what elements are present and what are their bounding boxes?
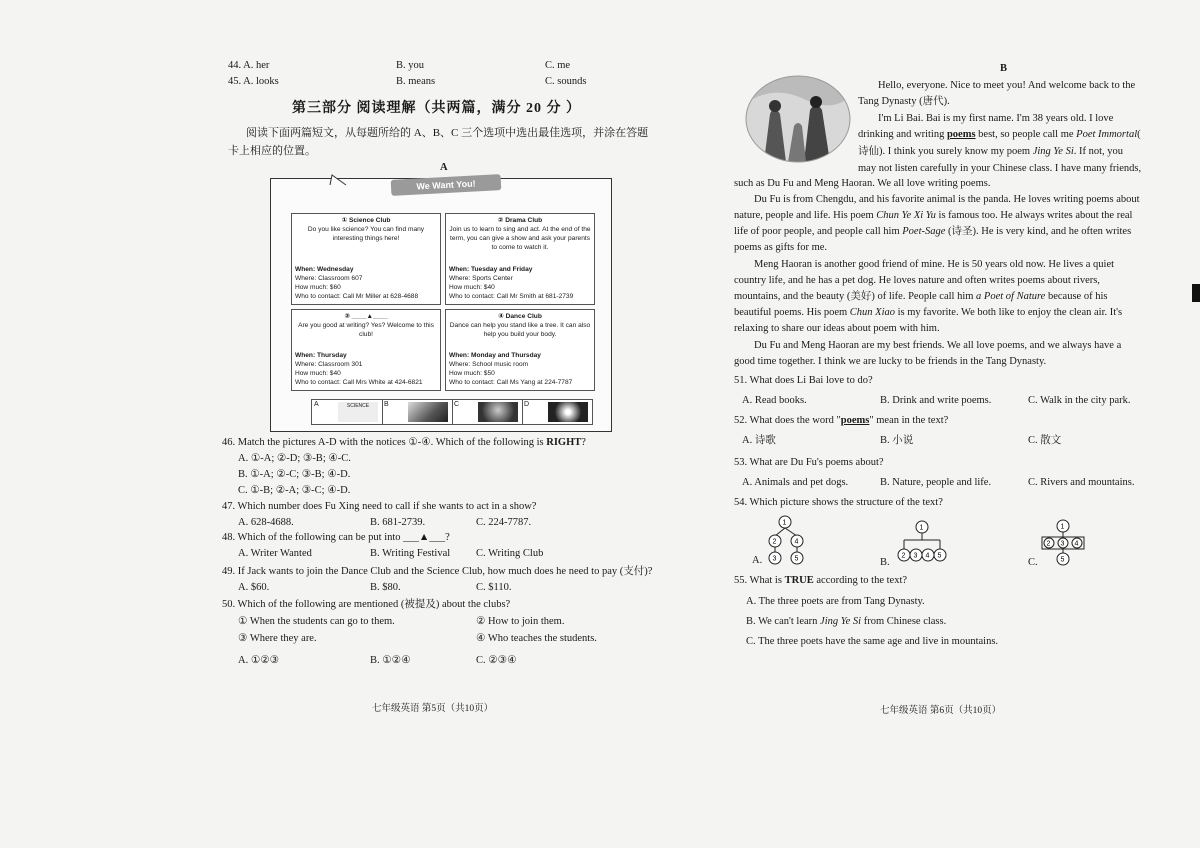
club-contact: Who to contact: Call Mrs White at 424-6821 <box>295 379 423 386</box>
para4-line3: mountains, and the beauty (美好) of life. People call him a Poet of Nature because of his <box>734 291 1108 302</box>
svg-text:2: 2 <box>772 538 777 546</box>
club-where: Where: School music room <box>449 361 529 368</box>
club-where: Where: Classroom 607 <box>295 275 363 282</box>
q47-option-c: C. 224-7787. <box>476 517 532 528</box>
q50-item-2: ② How to join them. <box>476 616 565 627</box>
club-where: Where: Sports Center <box>449 275 513 282</box>
svg-text:1: 1 <box>919 524 924 532</box>
para1-line1: Hello, everyone. Nice to meet you! And welcome back to the <box>878 80 1136 91</box>
club-cost: How much: $40 <box>449 284 495 291</box>
q49-option-a: A. $60. <box>238 582 270 593</box>
picture-d <box>522 400 592 424</box>
picture-label: D <box>524 401 530 408</box>
notice-science-club <box>291 213 441 305</box>
svg-text:1: 1 <box>782 519 787 527</box>
q44-option-b: B. you <box>396 60 425 71</box>
para3-line3: life of poor people, and people call him Poet-Sage (诗圣). He is very kind, and he often writes <box>734 226 1132 237</box>
svg-text:4: 4 <box>794 538 799 546</box>
club-cost: How much: $60 <box>295 284 341 291</box>
q51-option-b: B. Drink and write poems. <box>880 395 992 406</box>
para5-line2: good time together. I think we are lucky to be friends in the Tang Dynasty. <box>734 356 1047 367</box>
q50-stem: 50. Which of the following are mentioned (被提及) about the clubs? <box>222 599 511 610</box>
structure-diagram-c <box>1036 518 1090 568</box>
club-title: ① Science Club <box>341 217 391 224</box>
picture-caption: SCIENCE <box>346 403 370 409</box>
page-footer-right: 七年级英语 第6页（共10页） <box>880 706 1002 716</box>
club-when: When: Monday and Thursday <box>449 352 541 359</box>
science-illustration <box>338 402 378 422</box>
club-description: Are you good at writing? Yes? Welcome to this club! <box>298 322 434 338</box>
q49-stem: 49. If Jack wants to join the Dance Club and the Science Club, how much does he need to pay (支付)? <box>222 566 653 577</box>
club-when: When: Wednesday <box>295 266 354 273</box>
poets-illustration <box>744 74 852 164</box>
club-description: Join us to learn to sing and act. At the end of the term, you can give a show and ask your parents to come to watch it. <box>449 226 591 251</box>
q50-item-1: ① When the students can go to them. <box>238 616 395 627</box>
section-title: 第三部分 阅读理解（共两篇，满分 20 分 ） <box>292 101 581 116</box>
svg-text:4: 4 <box>925 552 930 560</box>
para2-line1: I'm Li Bai. Bai is my first name. I'm 38 years old. I love <box>878 113 1114 124</box>
notice-drama-club <box>445 213 595 305</box>
svg-text:5: 5 <box>1060 556 1065 564</box>
para2-line2: drinking and writing poems best, so people call me Poet Immortal( <box>858 129 1141 140</box>
picture-label: B <box>384 401 389 408</box>
club-title: ② Drama Club <box>497 217 543 224</box>
picture-b <box>382 400 453 424</box>
q52-option-c: C. 散文 <box>1028 435 1062 446</box>
notice-banner: We Want You! <box>391 174 502 196</box>
q52-stem: 52. What does the word "poems" mean in the text? <box>734 415 949 426</box>
q46-option-c: C. ①-B; ②-A; ③-C; ④-D. <box>238 485 351 496</box>
notice-tail-shape <box>318 174 348 186</box>
scan-edge-mark <box>1192 284 1200 302</box>
picture-strip <box>311 399 593 425</box>
para2-line4: may not listen carefully in your Chinese class. I have many friends, <box>858 163 1142 174</box>
q53-option-a: A. Animals and pet dogs. <box>742 477 849 488</box>
q50-option-a: A. ①②③ <box>238 655 280 666</box>
club-where: Where: Classroom 301 <box>295 361 363 368</box>
q55-option-a: A. The three poets are from Tang Dynasty. <box>746 596 925 607</box>
q54-option-a: A. <box>752 555 763 566</box>
club-description: Do you like science? You can find many interesting things here! <box>307 226 425 242</box>
q55-stem: 55. What is TRUE according to the text? <box>734 575 908 586</box>
q48-option-c: C. Writing Club <box>476 548 544 559</box>
club-title: ③ ____▲____ <box>344 313 388 320</box>
q50-item-3: ③ Where they are. <box>238 633 317 644</box>
para3-line2: nature, people and life. His poem Chun Ye Xi Yu is famous too. He always writes about the real <box>734 210 1133 221</box>
q51-stem: 51. What does Li Bai love to do? <box>734 375 873 386</box>
para2-line3: 诗仙). I think you surely know my poem Jing Ye Si. If not, you <box>858 146 1124 157</box>
notice-writing-club <box>291 309 441 391</box>
q51-option-c: C. Walk in the city park. <box>1028 395 1131 406</box>
q46-option-b: B. ①-A; ②-C; ③-B; ④-D. <box>238 469 351 480</box>
q52-option-a: A. 诗歌 <box>742 435 776 446</box>
structure-diagram-a <box>762 514 812 566</box>
q46-stem: 46. Match the pictures A-D with the notices ①-④. Which of the following is RIGHT? <box>222 437 586 448</box>
q53-option-b: B. Nature, people and life. <box>880 477 992 488</box>
svg-text:5: 5 <box>794 555 799 563</box>
q54-stem: 54. Which picture shows the structure of the text? <box>734 497 943 508</box>
club-description: Dance can help you stand like a tree. It can also help you build your body. <box>449 322 591 338</box>
passage-b-label: B <box>1000 63 1008 74</box>
dance-photo <box>548 402 588 422</box>
para2-line5: such as Du Fu and Meng Haoran. We all love writing poems. <box>734 178 991 189</box>
svg-text:5: 5 <box>937 552 942 560</box>
q48-option-b: B. Writing Festival <box>370 548 451 559</box>
club-contact: Who to contact: Call Mr Smith at 681-2739 <box>449 293 574 300</box>
page-footer-left: 七年级英语 第5页（共10页） <box>372 704 494 714</box>
q49-option-c: C. $110. <box>476 582 512 593</box>
para5-line1: Du Fu and Meng Haoran are my best friends. We all love poems, and we always have a <box>754 340 1122 351</box>
svg-text:2: 2 <box>1046 540 1051 548</box>
svg-text:2: 2 <box>901 552 906 560</box>
q48-stem: 48. Which of the following can be put into ___▲___? <box>222 532 450 543</box>
picture-a <box>312 400 383 424</box>
club-notice-board <box>270 178 612 432</box>
q50-option-b: B. ①②④ <box>370 655 411 666</box>
q52-option-b: B. 小说 <box>880 435 914 446</box>
club-when: When: Thursday <box>295 352 347 359</box>
structure-diagram-b <box>892 518 952 564</box>
club-when: When: Tuesday and Friday <box>449 266 533 273</box>
q51-option-a: A. Read books. <box>742 395 807 406</box>
q47-option-b: B. 681-2739. <box>370 517 426 528</box>
q53-stem: 53. What are Du Fu's poems about? <box>734 457 884 468</box>
para1-line2: Tang Dynasty (唐代). <box>858 96 950 107</box>
para4-line4: beautiful poems. His poem Chun Xiao is my favorite. We both like to enjoy the clean air. It's <box>734 307 1123 318</box>
drama-photo <box>478 402 518 422</box>
q46-option-a: A. ①-A; ②-D; ③-B; ④-C. <box>238 453 351 464</box>
notice-dance-club <box>445 309 595 391</box>
q47-stem: 47. Which number does Fu Xing need to call if she wants to act in a show? <box>222 501 537 512</box>
q45-option-a: 45. A. looks <box>228 76 279 87</box>
q53-option-c: C. Rivers and mountains. <box>1028 477 1135 488</box>
q44-option-a: 44. A. her <box>228 60 270 71</box>
club-contact: Who to contact: Call Mr Miller at 628-4688 <box>295 293 419 300</box>
para4-line5: relaxing to share our ideas about poem with him. <box>734 323 940 334</box>
club-contact: Who to contact: Call Ms Yang at 224-7787 <box>449 379 573 386</box>
q49-option-b: B. $80. <box>370 582 401 593</box>
club-cost: How much: $50 <box>449 370 495 377</box>
para4-line2: country life, and he has a pet dog. He loves nature and often writes poems about rivers, <box>734 275 1100 286</box>
q50-option-c: C. ②③④ <box>476 655 517 666</box>
club-cost: How much: $40 <box>295 370 341 377</box>
q55-option-b: B. We can't learn Jing Ye Si from Chinese class. <box>746 616 947 627</box>
svg-text:3: 3 <box>913 552 918 560</box>
q44-option-c: C. me <box>545 60 571 71</box>
picture-label: A <box>314 401 319 408</box>
para3-line1: Du Fu is from Chengdu, and his favorite animal is the panda. He loves writing poems about <box>754 194 1140 205</box>
club-title: ④ Dance Club <box>498 313 542 320</box>
q50-item-4: ④ Who teaches the students. <box>476 633 597 644</box>
svg-text:3: 3 <box>1060 540 1065 548</box>
para4-line1: Meng Haoran is another good friend of mine. He is 50 years old now. He lives a quiet <box>754 259 1115 270</box>
para3-line4: poems as gifts for me. <box>734 242 828 253</box>
q45-option-b: B. means <box>396 76 436 87</box>
svg-text:4: 4 <box>1074 540 1079 548</box>
q55-option-c: C. The three poets have the same age and live in mountains. <box>746 636 999 647</box>
instructions-line2: 卡上相应的位置。 <box>228 145 316 157</box>
q48-option-a: A. Writer Wanted <box>238 548 312 559</box>
q54-option-c: C. <box>1028 557 1038 568</box>
instructions-line1: 阅读下面两篇短文，从每题所给的 A、B、C 三个选项中选出最佳选项，并涂在答题 <box>246 127 649 139</box>
picture-c <box>452 400 523 424</box>
passage-a-label: A <box>440 162 448 173</box>
q47-option-a: A. 628-4688. <box>238 517 294 528</box>
picture-label: C <box>454 401 460 408</box>
svg-text:1: 1 <box>1060 523 1065 531</box>
writing-photo <box>408 402 448 422</box>
svg-text:3: 3 <box>772 555 777 563</box>
q54-option-b: B. <box>880 557 890 568</box>
q45-option-c: C. sounds <box>545 76 587 87</box>
